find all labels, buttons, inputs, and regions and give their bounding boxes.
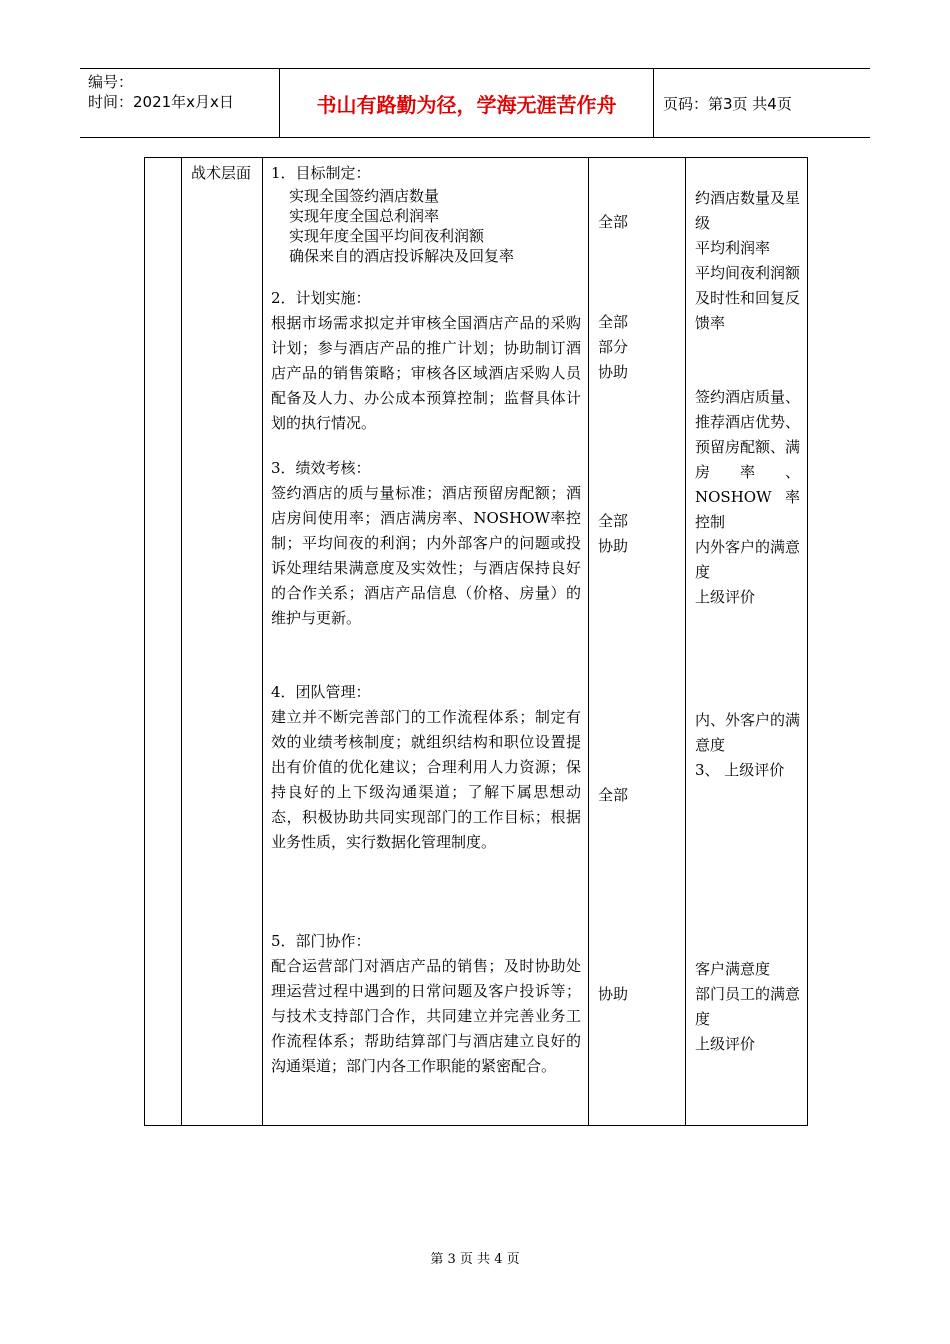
section-goal-setting (271, 161, 581, 266)
section-body: 配合运营部门对酒店产品的销售；及时协助处理运营过程中遇到的日常问题及客户投诉等；与技术支持部门合作，共同建立并完善业务工作流程体系；帮助结算部门与酒店建立良好的沟通渠道；部门内各工作职能的紧密配合。 (271, 957, 581, 1075)
section-title: 3．绩效考核： (271, 459, 371, 477)
scope-cell: 全部 (598, 213, 629, 231)
responsibility-table (144, 157, 808, 1126)
goal-line: 实现全国签约酒店数量 (289, 187, 440, 205)
section-title: 1．目标制定： (271, 164, 371, 182)
criteria-cell: 内、外客户的满意度 3、 上级评价 (695, 711, 801, 779)
doc-number-label: 编号： (88, 73, 134, 91)
section-title: 5．部门协作： (271, 932, 371, 950)
section-team-management (271, 680, 581, 855)
table-column-divider (685, 158, 686, 1125)
section-body: 根据市场需求拟定并审核全国酒店产品的采购计划；参与酒店产品的推广计划；协助制订酒店产品的销售策略；审核各区域酒店采购人员配备及人力、办公成本预算控制；监督具体计划的执行情况。 (271, 314, 581, 432)
table-column-divider (588, 158, 589, 1125)
doc-time-label: 时间：2021年x月x日 (88, 93, 234, 111)
scope-cell: 全部 (598, 786, 629, 804)
page-footer: 第 3 页 共 4 页 (430, 1252, 520, 1267)
section-body: 签约酒店的质与量标准；酒店预留房配额；酒店房间使用率；酒店满房率、NOSHOW率控制；平均间夜的利润；内外部客户的问题或投诉处理结果满意度及实效性；与酒店保持良好的合作关系；酒店产品信息（价格、房量）的维护与更新。 (271, 484, 581, 627)
goal-line: 实现年度全国总利润率 (289, 207, 440, 225)
section-body: 建立并不断完善部门的工作流程体系；制定有效的业绩考核制度；就组织结构和职位设置提出有价值的优化建议；合理利用人力资源；保持良好的上下级沟通渠道；了解下属思想动态，积极协助共同实现部门的工作目标；根据业务性质，实行数据化管理制度。 (271, 708, 581, 851)
scope-cell: 全部 协助 (598, 512, 629, 555)
goal-line: 实现年度全国平均间夜利润额 (289, 227, 485, 245)
goal-line: 确保来自的酒店投诉解决及回复率 (289, 247, 515, 265)
table-column-divider (262, 158, 263, 1125)
header-page-number: 页码：第3页 共4页 (663, 94, 792, 113)
level-cell: 战术层面 (191, 164, 252, 182)
section-department-collaboration (271, 929, 581, 1079)
page-header (80, 68, 870, 138)
section-performance-review (271, 456, 581, 631)
table-column-divider (181, 158, 182, 1125)
criteria-cell: 签约酒店质量、推荐酒店优势、预留房配额、满房率、NOSHOW率控制 内外客户的满意度 上级评价 (695, 388, 801, 606)
header-motto: 书山有路勤为径，学海无涯苦作舟 (280, 69, 654, 137)
section-plan-execution (271, 286, 581, 436)
header-meta (80, 69, 280, 137)
criteria-cell: 客户满意度 部门员工的满意度 上级评价 (695, 960, 801, 1053)
section-title: 2．计划实施： (271, 289, 371, 307)
criteria-cell: 约酒店数量及星级 平均利润率 平均间夜利润额 及时性和回复反馈率 (695, 189, 801, 332)
section-title: 4．团队管理： (271, 683, 371, 701)
scope-cell: 协助 (598, 985, 629, 1003)
scope-cell: 全部 部分 协助 (598, 313, 629, 381)
